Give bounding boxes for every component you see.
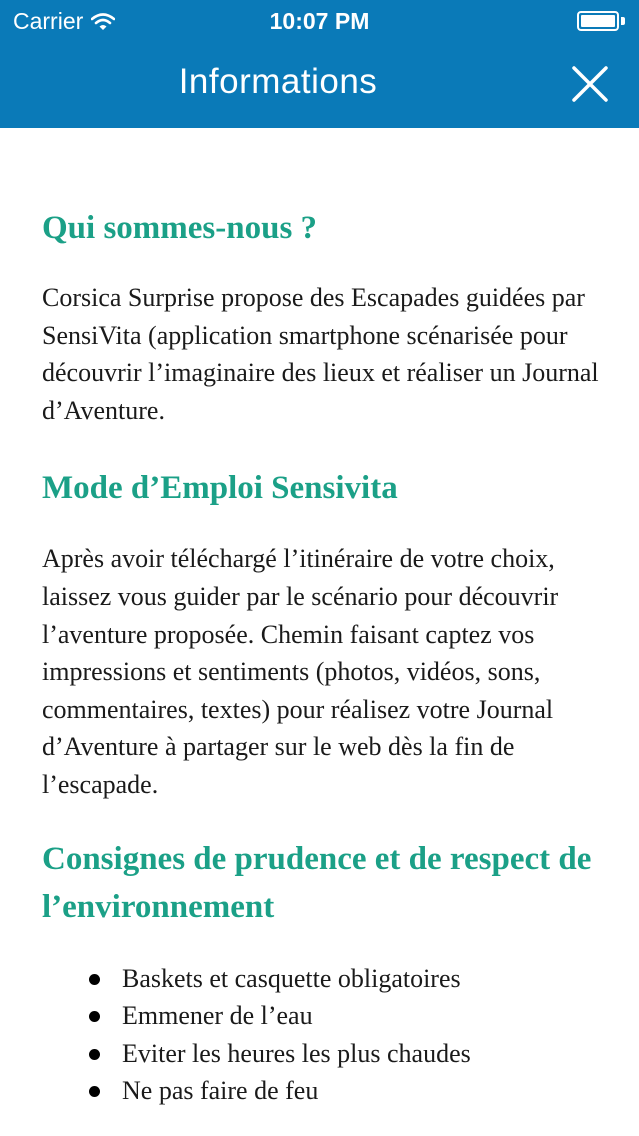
bullet-icon — [89, 974, 100, 985]
close-icon — [564, 58, 616, 110]
list-item-text: Emmener de l’eau — [122, 1001, 313, 1031]
list-item — [42, 1072, 622, 1110]
section-heading-about: Qui sommes-nous ? — [42, 210, 318, 246]
list-item — [42, 1035, 622, 1073]
list-item-text: Eviter les heures les plus chaudes — [122, 1038, 471, 1068]
list-item-text: Baskets et casquette obligatoires — [122, 963, 461, 993]
list-item — [42, 997, 622, 1035]
list-item — [42, 960, 622, 998]
carrier-label: Carrier — [13, 8, 84, 34]
list-item-text: Ne pas faire de feu — [122, 1076, 319, 1106]
close-button[interactable] — [564, 58, 616, 110]
section-body-about: Corsica Surprise propose des Escapades guidées par SensiVita (application smartphone scénarisée pour découvrir l’imaginaire des lieux et réaliser un Journal d’Aventure. — [42, 283, 599, 425]
top-bar — [0, 0, 639, 128]
page-title: Informations — [178, 62, 378, 101]
section-body-usage: Après avoir téléchargé l’itinéraire de votre choix, laissez vous guider par le scénario pour découvrir l’aventure proposée. Chemin faisant captez vos impressions et sentiments (photos, vidéos, sons, commentaires, textes) pour réalisez votre Journal d’Aventure à partager sur le web dès la fin de l’escapade. — [42, 544, 559, 799]
bullet-icon — [89, 1086, 100, 1097]
status-bar — [0, 0, 639, 40]
section-heading-safety: Consignes de prudence et de respect de l’environnement — [42, 840, 592, 925]
info-content — [42, 128, 622, 1110]
bullet-icon — [89, 1049, 100, 1060]
safety-list — [42, 960, 622, 1110]
status-time: 10:07 PM — [269, 8, 370, 34]
battery-icon — [577, 11, 625, 31]
bullet-icon — [89, 1011, 100, 1022]
section-heading-usage: Mode d’Emploi Sensivita — [42, 470, 398, 507]
